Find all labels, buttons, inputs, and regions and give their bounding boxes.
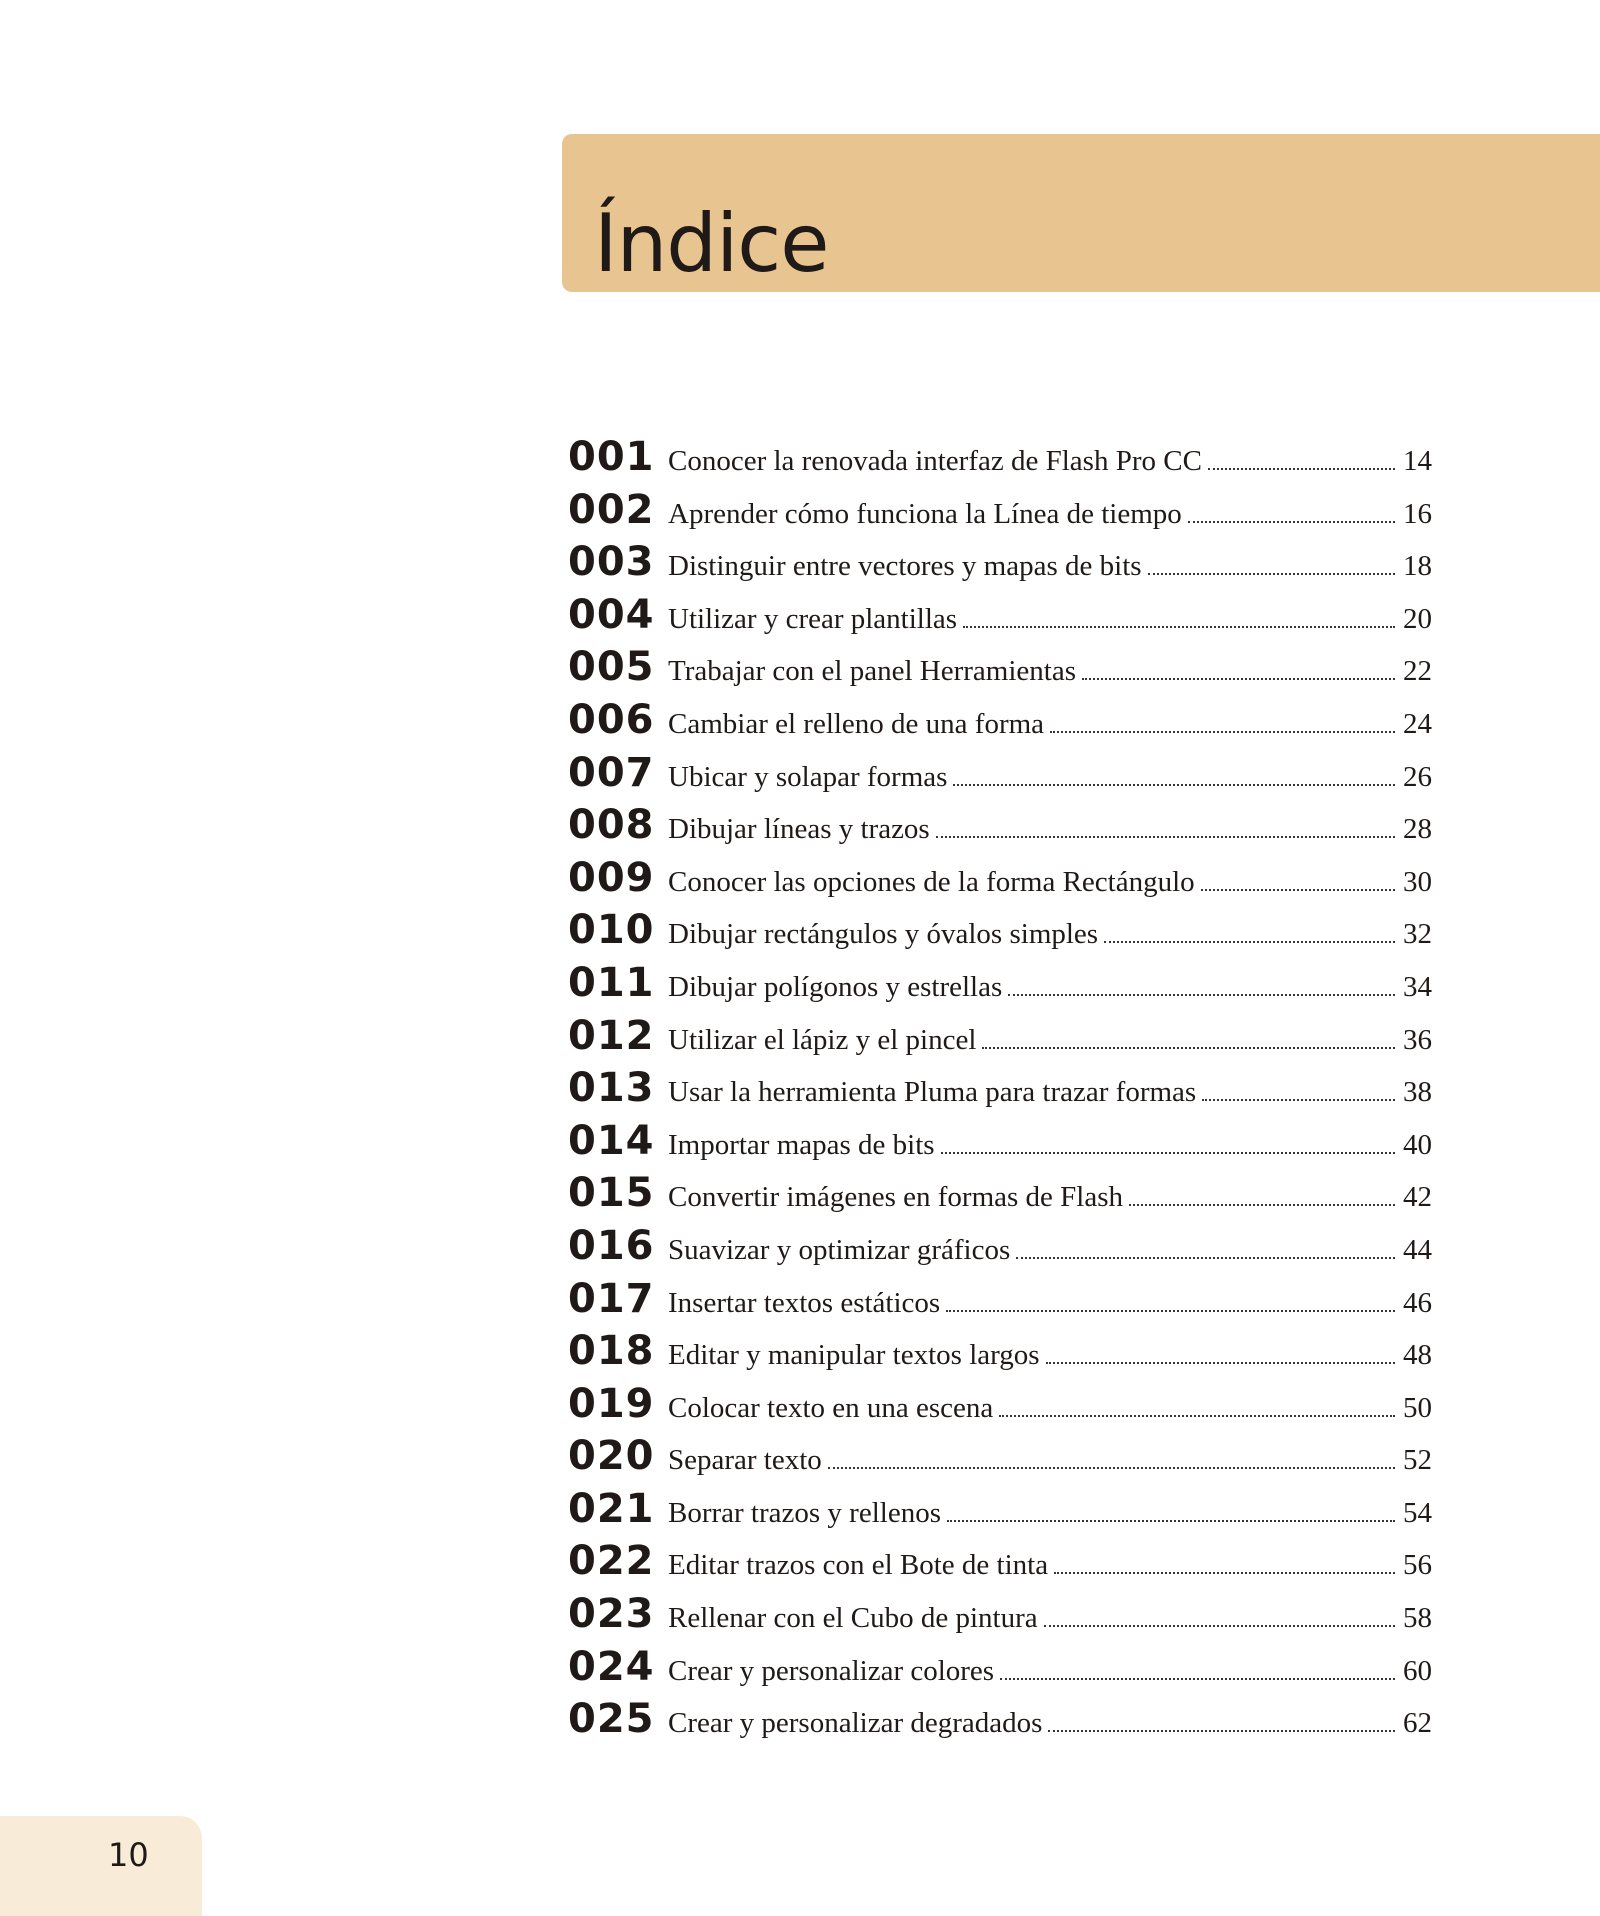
toc-entry-title: Usar la herramienta Pluma para trazar formas bbox=[668, 1076, 1197, 1109]
toc-entry-page: 20 bbox=[1403, 602, 1432, 635]
toc-entry-page: 28 bbox=[1403, 813, 1432, 846]
toc-entry-number: 004 bbox=[568, 591, 655, 638]
toc-entry bbox=[568, 1696, 1432, 1749]
toc-entry-title: Crear y personalizar colores bbox=[668, 1654, 995, 1687]
toc-entry bbox=[568, 750, 1432, 803]
toc-entry bbox=[568, 1591, 1432, 1644]
toc-leader-dots bbox=[946, 1310, 1395, 1312]
toc-entry-page: 30 bbox=[1403, 865, 1432, 898]
toc-leader-dots bbox=[982, 1047, 1395, 1049]
toc-entry-number: 016 bbox=[568, 1222, 655, 1269]
toc-entry bbox=[568, 1065, 1432, 1118]
toc-entry-page: 32 bbox=[1403, 918, 1432, 951]
toc-entry bbox=[568, 697, 1432, 750]
toc-entry-page: 62 bbox=[1403, 1707, 1432, 1740]
toc-entry-title: Conocer la renovada interfaz de Flash Pro CC bbox=[668, 445, 1202, 477]
toc-leader-dots bbox=[1050, 731, 1395, 733]
toc-leader-dots bbox=[1008, 994, 1395, 996]
toc-entry-number: 011 bbox=[568, 959, 655, 1006]
toc-entry-title: Ubicar y solapar formas bbox=[668, 760, 948, 793]
toc-leader-dots bbox=[999, 1415, 1395, 1417]
toc-entry-number: 017 bbox=[568, 1275, 655, 1322]
toc-leader-dots bbox=[1201, 889, 1395, 891]
toc-entry-title: Aprender cómo funciona la Línea de tiempo bbox=[668, 497, 1182, 530]
toc-entry bbox=[568, 539, 1432, 592]
toc-entry bbox=[568, 855, 1432, 908]
toc-entry-title: Cambiar el relleno de una forma bbox=[668, 707, 1045, 740]
toc-entry-number: 003 bbox=[568, 539, 655, 586]
toc-entry bbox=[568, 802, 1432, 855]
toc-entry bbox=[568, 960, 1432, 1013]
toc-entry bbox=[568, 1644, 1432, 1697]
toc-leader-dots bbox=[828, 1467, 1395, 1469]
toc-entry bbox=[568, 1013, 1432, 1066]
toc-leader-dots bbox=[1016, 1257, 1395, 1259]
toc-entry-page: 36 bbox=[1403, 1023, 1432, 1056]
toc-entry bbox=[568, 487, 1432, 540]
toc-entry-page: 56 bbox=[1403, 1549, 1432, 1582]
toc-entry-title: Utilizar el lápiz y el pincel bbox=[668, 1023, 977, 1056]
toc-entry bbox=[568, 1118, 1432, 1171]
toc-entry bbox=[568, 434, 1432, 487]
toc-entry bbox=[568, 1538, 1432, 1591]
toc-entry-title: Dibujar polígonos y estrellas bbox=[668, 970, 1003, 1003]
toc-entry-title: Rellenar con el Cubo de pintura bbox=[668, 1602, 1038, 1635]
toc-leader-dots bbox=[1048, 1730, 1395, 1732]
toc-entry-number: 014 bbox=[568, 1117, 655, 1164]
toc-leader-dots bbox=[963, 626, 1395, 628]
toc-entry-number: 015 bbox=[568, 1170, 655, 1217]
toc-entry-number: 025 bbox=[568, 1696, 655, 1743]
toc-leader-dots bbox=[953, 784, 1395, 786]
toc-entry-title: Dibujar rectángulos y óvalos simples bbox=[668, 918, 1099, 951]
toc-entry-page: 40 bbox=[1403, 1128, 1432, 1161]
toc-leader-dots bbox=[1054, 1572, 1395, 1574]
page-number-tab bbox=[0, 1816, 202, 1916]
toc-entry-page: 54 bbox=[1403, 1496, 1432, 1529]
toc-entry-title: Distinguir entre vectores y mapas de bits bbox=[668, 550, 1142, 583]
toc-entry-number: 006 bbox=[568, 696, 655, 743]
toc-entry-number: 013 bbox=[568, 1065, 655, 1112]
toc-entry-number: 009 bbox=[568, 854, 655, 901]
toc-entry-number: 022 bbox=[568, 1538, 655, 1585]
toc-entry bbox=[568, 1433, 1432, 1486]
toc-entry-page: 14 bbox=[1403, 445, 1432, 477]
toc-entry-page: 48 bbox=[1403, 1339, 1432, 1372]
toc-entry-number: 019 bbox=[568, 1380, 655, 1427]
toc-leader-dots bbox=[1000, 1678, 1395, 1680]
toc-entry-number: 007 bbox=[568, 749, 655, 796]
toc-entry-number: 008 bbox=[568, 802, 655, 849]
toc-leader-dots bbox=[1188, 521, 1395, 523]
toc-entry-title: Insertar textos estáticos bbox=[668, 1286, 941, 1319]
toc-entry-number: 010 bbox=[568, 907, 655, 954]
toc-leader-dots bbox=[1104, 941, 1395, 943]
toc-leader-dots bbox=[1148, 573, 1395, 575]
toc-entry-title: Convertir imágenes en formas de Flash bbox=[668, 1181, 1124, 1214]
toc-entry-page: 26 bbox=[1403, 760, 1432, 793]
toc-entry-number: 023 bbox=[568, 1591, 655, 1638]
toc-entry-title: Dibujar líneas y trazos bbox=[668, 813, 930, 846]
toc-leader-dots bbox=[936, 836, 1395, 838]
toc-entry-title: Conocer las opciones de la forma Rectángulo bbox=[668, 865, 1195, 898]
toc-leader-dots bbox=[1129, 1204, 1395, 1206]
toc-entry-number: 024 bbox=[568, 1643, 655, 1690]
toc-entry-page: 38 bbox=[1403, 1076, 1432, 1109]
toc-entry bbox=[568, 1328, 1432, 1381]
toc-entry-title: Importar mapas de bits bbox=[668, 1128, 935, 1161]
toc-entry-page: 60 bbox=[1403, 1654, 1432, 1687]
toc-entry-title: Colocar texto en una escena bbox=[668, 1391, 994, 1424]
toc-entry-title: Crear y personalizar degradados bbox=[668, 1707, 1043, 1740]
toc-entry-title: Editar trazos con el Bote de tinta bbox=[668, 1549, 1049, 1582]
toc-entry-page: 34 bbox=[1403, 970, 1432, 1003]
toc-leader-dots bbox=[1082, 678, 1395, 680]
toc-entry-page: 52 bbox=[1403, 1444, 1432, 1477]
toc-entry-title: Trabajar con el panel Herramientas bbox=[668, 655, 1076, 688]
toc-entry-page: 50 bbox=[1403, 1391, 1432, 1424]
toc-entry-page: 58 bbox=[1403, 1602, 1432, 1635]
toc-entry-title: Separar texto bbox=[668, 1444, 822, 1477]
toc-entry-page: 46 bbox=[1403, 1286, 1432, 1319]
toc-entry-number: 002 bbox=[568, 486, 655, 533]
toc-entry-title: Utilizar y crear plantillas bbox=[668, 602, 958, 635]
toc-leader-dots bbox=[941, 1152, 1395, 1154]
toc-entry-title: Suavizar y optimizar gráficos bbox=[668, 1233, 1011, 1266]
toc-entry-number: 021 bbox=[568, 1485, 655, 1532]
toc-entry bbox=[568, 1381, 1432, 1434]
toc-leader-dots bbox=[947, 1520, 1395, 1522]
toc-entry bbox=[568, 644, 1432, 697]
page-number: 10 bbox=[108, 1836, 149, 1874]
toc-entry-page: 18 bbox=[1403, 550, 1432, 583]
toc-entry-title: Editar y manipular textos largos bbox=[668, 1339, 1040, 1372]
toc-entry-page: 42 bbox=[1403, 1181, 1432, 1214]
toc-entry-page: 16 bbox=[1403, 497, 1432, 530]
toc-entry bbox=[568, 1170, 1432, 1223]
table-of-contents bbox=[568, 434, 1432, 1749]
toc-entry-page: 24 bbox=[1403, 707, 1432, 740]
page-title: Índice bbox=[594, 197, 829, 290]
toc-entry-number: 020 bbox=[568, 1433, 655, 1480]
toc-entry-page: 44 bbox=[1403, 1233, 1432, 1266]
toc-entry bbox=[568, 592, 1432, 645]
toc-entry-number: 012 bbox=[568, 1012, 655, 1059]
toc-entry-page: 22 bbox=[1403, 655, 1432, 688]
toc-leader-dots bbox=[1044, 1625, 1395, 1627]
toc-leader-dots bbox=[1046, 1362, 1395, 1364]
toc-entry bbox=[568, 907, 1432, 960]
toc-entry bbox=[568, 1223, 1432, 1276]
toc-leader-dots bbox=[1202, 1099, 1395, 1101]
toc-entry bbox=[568, 1486, 1432, 1539]
toc-leader-dots bbox=[1208, 468, 1395, 470]
toc-entry-number: 005 bbox=[568, 644, 655, 691]
toc-entry-number: 001 bbox=[568, 434, 655, 480]
toc-entry-title: Borrar trazos y rellenos bbox=[668, 1496, 941, 1529]
toc-entry bbox=[568, 1276, 1432, 1329]
toc-entry-number: 018 bbox=[568, 1328, 655, 1375]
